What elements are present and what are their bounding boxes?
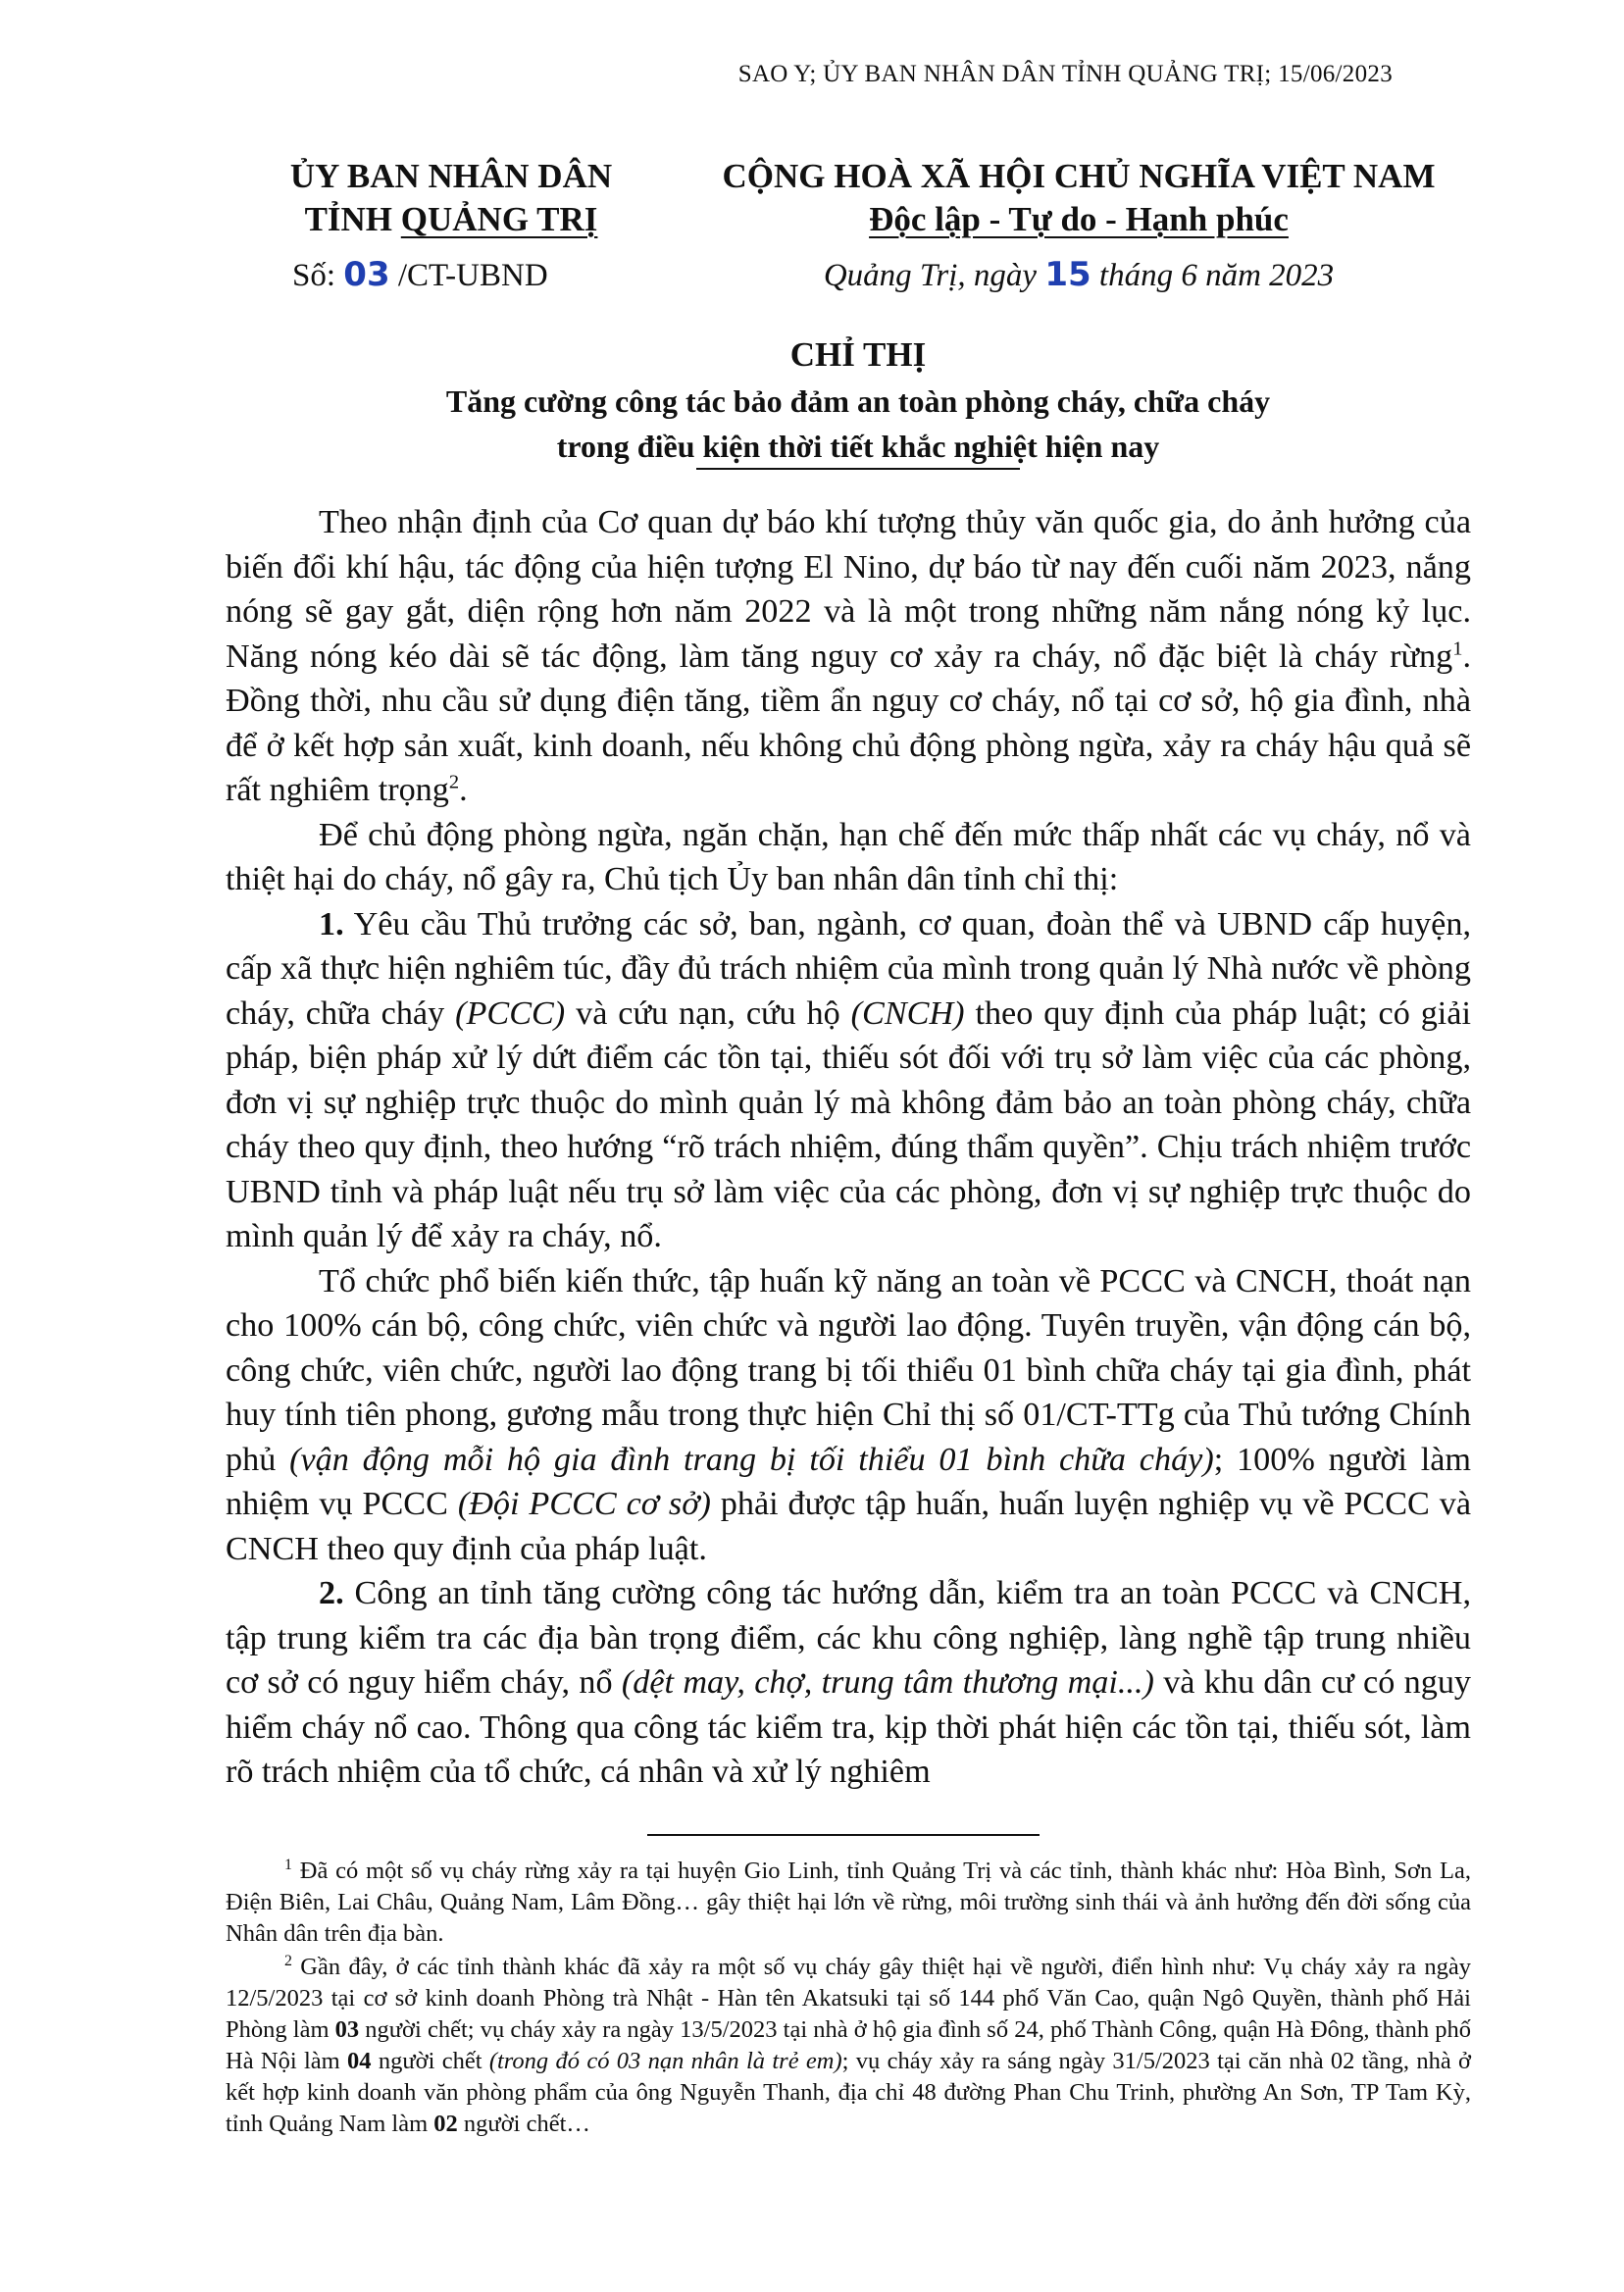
footnote-1-number: 1 — [284, 1856, 292, 1873]
footnote-1-text: Đã có một số vụ cháy rừng xảy ra tại huyện Gio Linh, tỉnh Quảng Trị và các tỉnh, thành khác như: Hòa Bình, Sơn La, Điện Biên, Lai Châu, Quảng Nam, Lâm Đồng… gây thiệt hại lớn về rừng, môi trường sinh thái và ảnh hưởng đến đời sống của Nhân dân trên địa bàn. — [226, 1858, 1471, 1947]
footnote-2-number: 2 — [284, 1952, 292, 1969]
date-prefix: Quảng Trị, ngày — [823, 258, 1045, 293]
para3-text-c: phải được tập huấn, huấn luyện nghiệp vụ về PCCC và CNCH theo quy định của pháp luật. — [226, 1486, 1472, 1567]
item-2-italic-1: (dệt may, chợ, trung tâm thương mại...) — [621, 1664, 1154, 1701]
number-suffix: /CT-UBND — [389, 258, 548, 293]
item-1-text-c: theo quy định của pháp luật; có giải pháp, biện pháp xử lý dứt điểm các tồn tại, thiếu sót đối với trụ sở làm việc của các phòng, đơn vị sự nghiệp trực thuộc do mình quản lý mà không đảm bảo an toàn phòng cháy, chữa cháy theo quy định, theo hướng “rõ trách nhiệm, đúng thẩm quyền”. Chịu trách nhiệm trước UBND tỉnh và pháp luật nếu trụ sở làm việc của các phòng, đơn vị sự nghiệp trực thuộc do mình quản lý để xảy ra cháy, nổ. — [226, 994, 1471, 1254]
issuer-line2 — [245, 198, 657, 241]
footnote-2-text-a: Gần đây, ở các tỉnh thành khác đã xảy ra một số vụ cháy gây thiệt hại về người, điển hình như: Vụ cháy xảy ra ngày 12/5/2023 tại cơ sở kinh doanh Phòng trà Nhật - Hàn tên Akatsuki tại số 144 phố Văn Cao, quận Ngô Quyền, thành phố Hải Phòng làm — [226, 1954, 1471, 2043]
subject-line-2: trong điều kiện thời tiết khắc nghiệt hiện nay — [556, 429, 1160, 464]
issuer-line1: ỦY BAN NHÂN DÂN — [289, 157, 613, 195]
footnote-divider — [647, 1834, 1040, 1836]
issue-date — [785, 255, 1373, 294]
issuer-line2-prefix: TỈNH — [304, 200, 401, 238]
issuer-header — [245, 155, 657, 241]
footnote-1 — [226, 1856, 1471, 1950]
item-2-number: 2. — [319, 1575, 344, 1611]
item-1-text-b: và cứu nạn, cứu hộ — [565, 994, 851, 1032]
footnote-2-text-b: người chết; vụ cháy xảy ra ngày 13/5/2023 tại nhà ở hộ gia đình số 24, phố Thành Công, quận Hà Đông, thành phố Hà Nội làm — [226, 2016, 1471, 2074]
subject-line-1: Tăng cường công tác bảo đảm an toàn phòng cháy, chữa cháy — [445, 383, 1271, 419]
footnote-ref-1: 1 — [1452, 637, 1463, 660]
item-1-text-a: Yêu cầu Thủ trưởng các sở, ban, ngành, cơ quan, đoàn thể và UBND cấp huyện, cấp xã thực hiện nghiêm túc, đầy đủ trách nhiệm của mình trong quản lý Nhà nước về phòng cháy, chữa cháy — [226, 905, 1471, 1032]
para3-italic-1: (vận động mỗi hộ gia đình trang bị tối thiểu 01 bình chữa cháy) — [289, 1441, 1214, 1478]
date-suffix: tháng 6 năm 2023 — [1091, 258, 1335, 293]
doc-type: CHỈ THỊ — [789, 335, 927, 374]
footnote-2-italic: (trong đó có 03 nạn nhân là trẻ em) — [488, 2048, 842, 2074]
para3-italic-2: (Đội PCCC cơ sở) — [457, 1486, 711, 1522]
number-label: Số: — [292, 258, 344, 293]
item-2-text-b: và khu dân cư có nguy hiểm cháy nổ cao. Thông qua công tác kiểm tra, kịp thời phát hiện các tồn tại, thiếu sót, làm rõ trách nhiệm của tổ chức, cá nhân và xử lý nghiêm — [226, 1664, 1472, 1790]
item-1-number: 1. — [319, 905, 344, 942]
footnote-2-bold-3: 02 — [433, 2111, 458, 2137]
para1b-text: . Đồng thời, nhu cầu sử dụng điện tăng, tiềm ẩn nguy cơ cháy, nổ tại cơ sở, hộ gia đình, nhà để ở kết hợp sản xuất, kinh doanh, nếu không chủ động phòng ngừa, xảy ra cháy hậu quả sẽ rất nghiêm trọng — [226, 637, 1471, 808]
document-number — [292, 255, 548, 294]
para1-text: Theo nhận định của Cơ quan dự báo khí tượng thủy văn quốc gia, do ảnh hưởng của biến đổi khí hậu, tác động của hiện tượng El Nino, dự báo từ nay đến cuối năm 2023, nắng nóng sẽ gay gắt, diện rộng hơn năm 2022 và là một trong những năm nắng nóng kỷ lục. Năng nóng kéo dài sẽ tác động, làm tăng nguy cơ xảy ra cháy, nổ đặc biệt là cháy rừng — [226, 504, 1471, 675]
document-body — [226, 500, 1471, 1795]
nation-name: CỘNG HOÀ XÃ HỘI CHỦ NGHĨA VIỆT NAM — [722, 157, 1436, 195]
footnote-2-text-e: người chết… — [457, 2111, 590, 2137]
item-1 — [226, 902, 1471, 1259]
footnote-2-bold-2: 04 — [347, 2048, 372, 2074]
footnote-ref-2: 2 — [448, 771, 460, 793]
paragraph-3 — [226, 1259, 1471, 1572]
footnote-2-text-d: ; vụ cháy xảy ra sáng ngày 31/5/2023 tại căn nhà 02 tầng, nhà ở kết hợp kinh doanh văn phòng phẩm của ông Nguyễn Thanh, địa chỉ 48 đường Phan Chu Trinh, phường An Sơn, TP Tam Kỳ, tỉnh Quảng Nam làm — [226, 2048, 1471, 2137]
nation-motto — [686, 198, 1471, 241]
motto-text: Độc lập - Tự do - Hạnh phúc — [869, 200, 1289, 238]
issuer-province: QUẢNG TRỊ — [400, 200, 598, 238]
item-2-text-a: Công an tỉnh tăng cường công tác hướng dẫn, kiểm tra an toàn PCCC và CNCH, tập trung kiểm tra các địa bàn trọng điểm, các khu công nghiệp, làng nghề tập trung nhiều cơ sở có nguy hiểm cháy, nổ — [226, 1575, 1471, 1701]
paragraph-2: Để chủ động phòng ngừa, ngăn chặn, hạn chế đến mức thấp nhất các vụ cháy, nổ và thiệt hại do cháy, nổ gây ra, Chủ tịch Ủy ban nhân dân tỉnh chỉ thị: — [226, 816, 1471, 897]
title-divider — [696, 468, 1020, 470]
handwritten-day: 15 — [1044, 255, 1091, 294]
item-1-italic-2: (CNCH) — [850, 994, 965, 1032]
para1-end: . — [459, 772, 468, 808]
para3-text-b: ; 100% người làm nhiệm vụ PCCC — [226, 1441, 1471, 1522]
footnote-2 — [226, 1952, 1471, 2140]
item-1-italic-1: (PCCC) — [455, 994, 566, 1032]
footnote-2-text-c: người chết — [371, 2048, 489, 2074]
footnote-2-bold-1: 03 — [334, 2016, 360, 2043]
document-title — [245, 331, 1471, 469]
nation-header — [686, 155, 1471, 241]
item-2 — [226, 1571, 1471, 1795]
footnotes — [226, 1856, 1471, 2142]
copy-stamp: SAO Y; ỦY BAN NHÂN DÂN TỈNH QUẢNG TRỊ; 15/06/2023 — [737, 61, 1393, 87]
para3-text-a: Tổ chức phổ biến kiến thức, tập huấn kỹ năng an toàn về PCCC và CNCH, thoát nạn cho 100% cán bộ, công chức, viên chức và người lao động. Tuyên truyền, vận động cán bộ, công chức, viên chức, người lao động trang bị tối thiểu 01 bình chữa cháy tại gia đình, phát huy tính tiên phong, gương mẫu trong thực hiện Chỉ thị số 01/CT-TTg của Thủ tướng Chính phủ — [226, 1262, 1471, 1478]
paragraph-1 — [226, 500, 1471, 813]
handwritten-number: 03 — [343, 255, 390, 294]
